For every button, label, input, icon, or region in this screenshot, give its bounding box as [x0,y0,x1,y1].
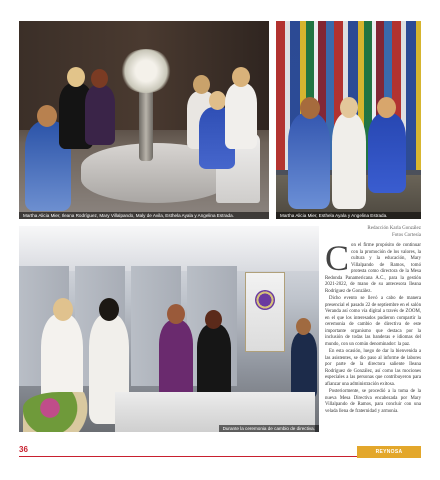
photo-person [225,83,257,149]
photo-flags [276,21,421,219]
photo-person-head [99,298,119,321]
photo-person-head [300,97,320,119]
photo-flower-arrangement [23,392,113,432]
photo-person-head [296,318,311,335]
photo-caption: Martha Alicia Mier, Ileana Rodríguez, Mary Villalpando, Maly de Avila, Esthela Ayala y Angelina Estrada. [19,212,269,219]
photo-person-head [37,105,57,127]
photo-person [368,113,406,193]
photo-person-head [205,310,222,329]
photo-centerpiece-flowers [119,49,173,93]
photo-person [291,332,317,398]
article-column [325,226,421,432]
article-paragraph: En esta ocasión, luego de dar la bienvenida a las asistentes, se dio paso al informe de labores por parte de la directora saliente Ileana Rodríguez de González, así como las mociones especiales a las personas que contribuyeron para afianzar una administración exitosa. [325,349,421,387]
article-paragraph: on el firme propósito de continuar con la promoción de los valores, la cultura y la educación, Mary Villalpando de Ramos, tomó protesta como directora de la Mesa Redonda Panamericana A.C., para la gestión 2021-2022, de mano de su antecesora Ileana Rodríguez de González. [325,243,421,294]
photo-person-head [340,97,358,118]
photo-person [159,320,193,400]
photo-person-head [167,304,185,324]
page-number: 36 [19,445,28,454]
section-tag: REYNOSA [357,446,421,458]
photo-person [85,85,115,145]
article-dropcap: C [325,238,350,278]
photo-person-head [377,97,396,118]
photo-person [197,324,231,402]
article-paragraph: Posteriormente, se procedió a la toma de la nueva Mesa Directiva encabezada por Mary Villalpando de Ramos, para concluir con una velada llena de fraternidad y armonía. [325,389,421,414]
footer-divider [19,456,357,457]
photo-person [288,113,330,209]
article-credit-writer: Redacción Karla González [367,226,421,231]
photo-person-head [53,298,73,321]
photo-banquet-table [19,21,269,219]
photo-person-head [209,91,226,110]
photo-person-head [67,67,85,87]
photo-emblem-banner [245,272,285,352]
article-paragraph: Dicho evento se llevó a cabo de manera presencial el pasado 22 de septiembre en el salón Veranda así como vía digital a través de ZOOM, en el que los interesados pudieron compartir la ceremonia de cambio de directiva de este importante organismo que destaca por la inclusión de todas las banderas e idiomas del mundo, con un común denominador: la paz. [325,296,421,347]
photo-ceremony [19,226,319,432]
photo-person-head [193,75,210,94]
photo-caption: Martha Alicia Mier, Esthela Ayala y Angelina Estrada. [276,212,421,219]
photo-ceiling [19,226,319,271]
photo-person-head [91,69,108,88]
article-credit-photos: Fotos Cortesía [391,232,421,238]
photo-person [332,113,366,209]
photo-person-head [232,67,250,87]
photo-centerpiece-vase [139,89,153,161]
photo-caption: Durante la ceremonia de cambio de directiva. [219,425,319,432]
photo-emblem-seal [255,290,275,310]
